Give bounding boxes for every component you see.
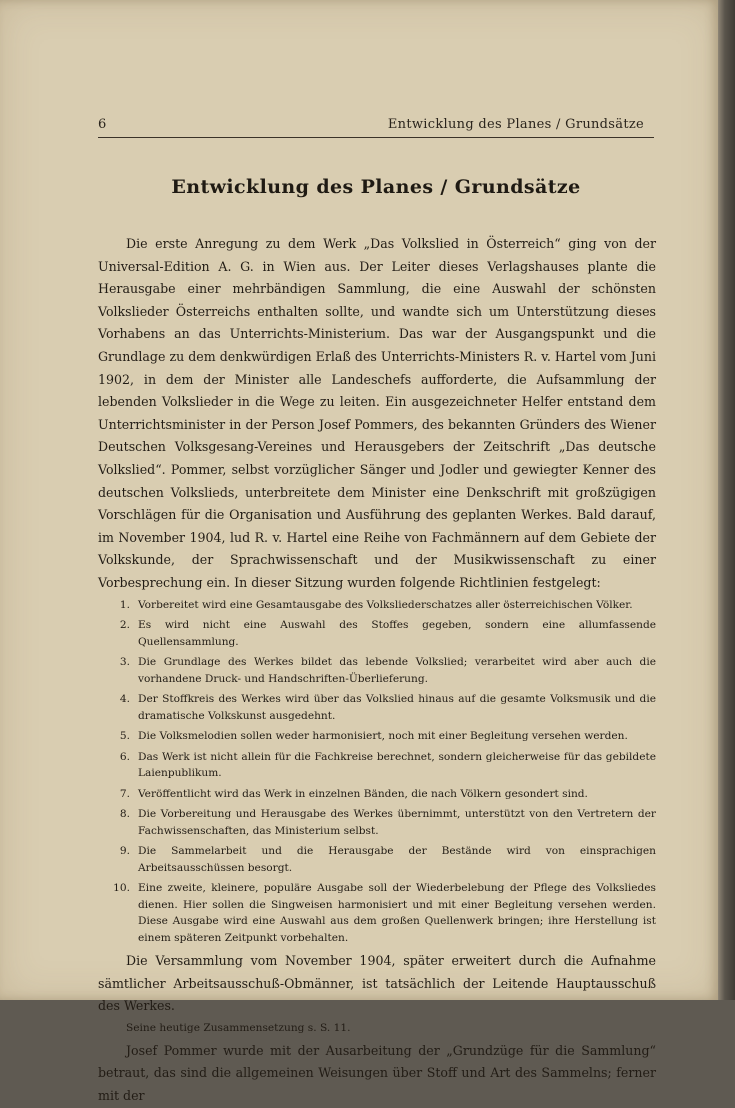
running-head: Entwicklung des Planes / Grundsätze xyxy=(387,117,644,132)
list-item: 7. Veröffentlicht wird das Werk in einzelnen Bänden, die nach Völkern gesondert sind. xyxy=(119,787,588,800)
header-rule xyxy=(98,137,654,138)
list-item: 2. Es wird nicht eine Auswahl des Stoffes gegeben, sondern eine allumfassende Quellensammlung. xyxy=(119,619,656,648)
page-edge-shadow xyxy=(718,0,735,1000)
guidelines-list xyxy=(98,597,656,947)
list-item: 8. Die Vorbereitung und Herausgabe des Werkes übernimmt, unterstützt von den Vertretern der Fachwissenschaften, das Ministerium selbst. xyxy=(119,808,656,837)
list-item: 4. Der Stoffkreis des Werkes wird über das Volkslied hinaus auf die gesamte Volksmusik und die dramatische Volkskunst ausgedehnt. xyxy=(119,693,656,722)
pommer-paragraph: Josef Pommer wurde mit der Ausarbeitung der „Grundzüge für die Sammlung“ betraut, das sind die allgemeinen Weisungen über Stoff und Art des Sammelns; ferner mit der xyxy=(98,1042,656,1103)
list-item: 1. Vorbereitet wird eine Gesamtausgabe des Volksliederschatzes aller österreichischen Völker. xyxy=(119,598,633,611)
list-item: 6. Das Werk ist nicht allein für die Fachkreise berechnet, sondern gleicherweise für das gebildete Laienpublikum. xyxy=(119,750,656,779)
list-item: 10. Eine zweite, kleinere, populäre Ausgabe soll der Wiederbelebung der Pflege des Volksliedes dienen. Hier sollen die Singweisen harmonisiert und mit einer Begleitung versehen werden. Diese Ausgabe wird eine Auswahl aus dem großen Quellenwerk bringen; ihre Herstellung ist einem späteren Zeitpunkt vorbehalten. xyxy=(113,882,656,944)
intro-paragraph: Die erste Anregung zu dem Werk „Das Volkslied in Österreich“ ging von der Universal-Edition A. G. in Wien aus. Der Leiter dieses Verlagshauses plante die Herausgabe einer mehrbändigen Sammlung, die eine Auswahl der schönsten Volkslieder Österreichs enthalten sollte, und wandte sich um Unterstützung dieses Vorhabens an das Unterrichts-Ministerium. Das war der Ausgangspunkt und die Grundlage zu dem denkwürdigen Erlaß des Unterrichts-Ministers R. v. Hartel vom Juni 1902, in dem der Minister alle Landeschefs aufforderte, die Aufsammlung der lebenden Volkslieder in die Wege zu leiten. Ein ausgezeichneter Helfer entstand dem Unterrichtsminister in der Person Josef Pommers, des bekannten Gründers des Wiener Deutschen Volksgesang-Vereines und Herausgebers der Zeitschrift „Das deutsche Volkslied“. Pommer, selbst vorzüglicher Sänger und Jodler und gewiegter Kenner des deutschen Volkslieds, unterbreitete dem Minister eine Denkschrift mit großzügigen Vorschlägen für die Organisation und Ausführung des geplanten Werkes. Bald darauf, im November 1904, lud R. v. Hartel eine Reihe von Fachmännern auf dem Gebiete der Volkskunde, der Sprachwissenschaft und der Musikwissenschaft zu einer Vorbesprechung ein. In dieser Sitzung wurden folgende Richtlinien festgelegt: xyxy=(98,236,656,590)
assembly-paragraph: Die Versammlung vom November 1904, später erweitert durch die Aufnahme sämtlicher Arbeitsausschuß-Obmänner, ist tatsächlich der Leitende Hauptausschuß des Werkes. xyxy=(98,953,656,1014)
page-number: 6 xyxy=(98,117,107,132)
page-title: Entwicklung des Planes / Grundsätze xyxy=(171,176,581,198)
list-item: 3. Die Grundlage des Werkes bildet das lebende Volkslied; verarbeitet wird aber auch die vorhandene Druck- und Handschriften-Überlieferung. xyxy=(119,656,656,685)
page-header xyxy=(98,117,654,132)
composition-note: Seine heutige Zusammensetzung s. S. 11. xyxy=(126,1021,351,1034)
list-item: 9. Die Sammelarbeit und die Herausgabe der Bestände wird von einsprachigen Arbeitsausschüssen besorgt. xyxy=(119,845,656,874)
list-item: 5. Die Volksmelodien sollen weder harmonisiert, noch mit einer Begleitung versehen werden. xyxy=(119,730,628,742)
body-text xyxy=(98,233,656,1108)
